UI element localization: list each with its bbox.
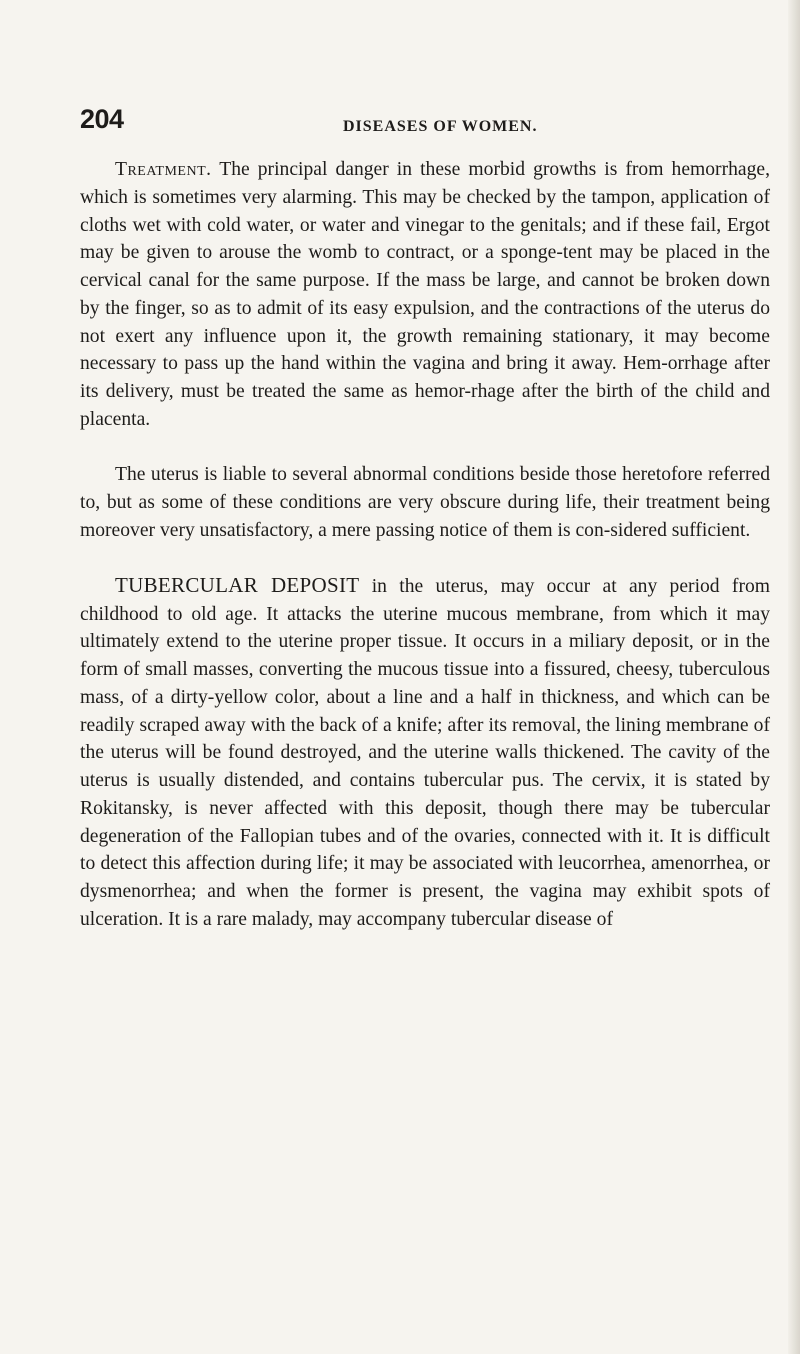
paragraph-text: in the uterus, may occur at any period from childhood to old age. It attacks the uterine mucous membrane, from which it may ultimately extend to the uterine proper tissue. It occurs in a miliary deposit, or in the form of small masses, converting the mucous tissue into a fissured, cheesy, tuberculous mass, of a dirty-yellow color, about a line and a half in thickness, and which can be readily scraped away with the back of a knife; after its removal, the lining membrane of the uterus will be found destroyed, and the uterine walls thickened. The cavity of the uterus is usually distended, and contains tubercular pus. The cervix, it is stated by Rokitansky, is never affected with this deposit, though there may be tubercular degeneration of the Fallopian tubes and of the ovaries, connected with it. It is difficult to detect this affection during life; it may be associated with leucorrhea, amenorrhea, or dysmenorrhea; and when the former is present, the vagina may exhibit spots of ulceration. It is a rare malady, may accompany tubercular disease of — [80, 575, 771, 930]
page-header — [80, 104, 770, 144]
paragraph-lead: Treatment. — [115, 159, 212, 180]
body-text — [80, 156, 770, 934]
page-edge-shadow — [788, 0, 800, 1354]
paragraph-treatment — [80, 156, 770, 434]
running-head: DISEASES OF WOMEN. — [343, 118, 538, 135]
page-number: 204 — [80, 104, 124, 134]
paragraph-text: The principal danger in these morbid growths is from hemorrhage, which is sometimes very alarming. This may be checked by the tampon, application of cloths wet with cold water, or water and vinegar to the genitals; and if these fail, Ergot may be given to arouse the womb to contract, or a sponge-tent may be placed in the cervical canal for the same purpose. If the mass be large, and cannot be broken down by the finger, so as to admit of its easy expulsion, and the contractions of the uterus do not exert any influence upon it, the growth remaining stationary, it may become necessary to pass up the hand within the vagina and bring it away. Hem-orrhage after its delivery, must be treated the same as hemor-rhage after the birth of the child and placenta. — [80, 159, 770, 430]
paragraph-text: The uterus is liable to several abnormal conditions beside those heretofore referred to, but as some of these conditions are very obscure during life, their treatment being moreover very unsatisfactory, a mere passing notice of them is con-sidered sufficient. — [80, 464, 770, 541]
paragraph-tubercular-deposit — [80, 572, 770, 934]
paragraph-abnormal-conditions — [80, 461, 770, 544]
paragraph-lead: TUBERCULAR DEPOSIT — [115, 572, 360, 597]
